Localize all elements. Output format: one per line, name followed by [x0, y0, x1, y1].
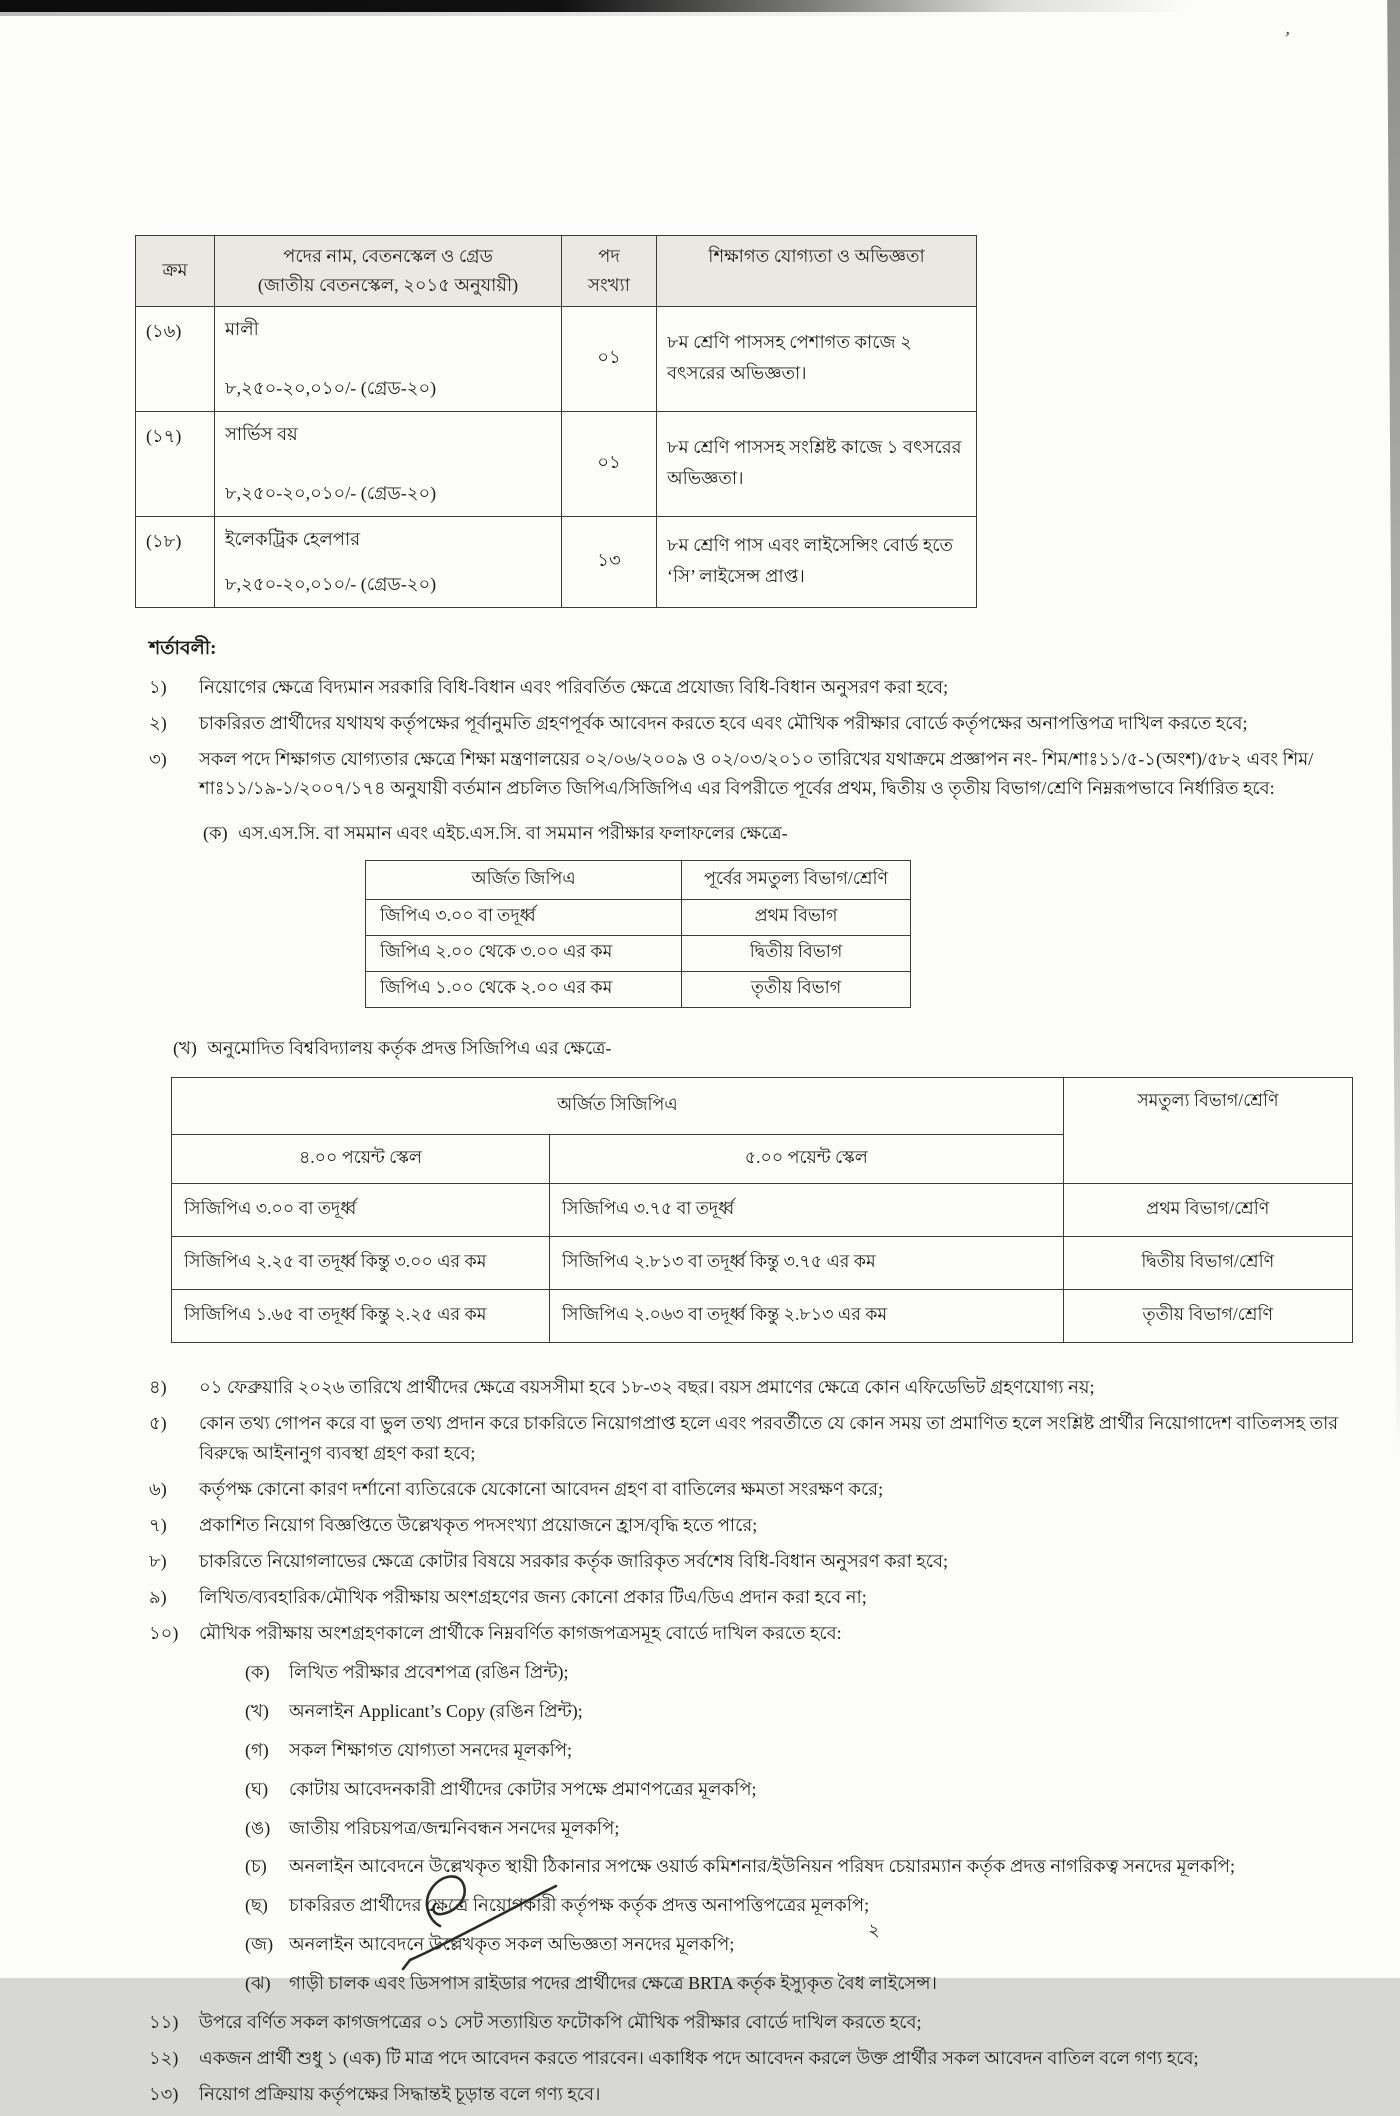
table-row [136, 411, 977, 516]
list-item [149, 2080, 1372, 2109]
list-item [149, 745, 1372, 803]
cgpa-header-scale4: ৪.০০ পয়েন্ট স্কেল [172, 1135, 550, 1184]
row-serial: (১৬) [136, 306, 215, 411]
sub-item-text: জাতীয় পরিচয়পত্র/জন্মনিবন্ধন সনদের মূলকপি; [289, 1817, 620, 1838]
cgpa-header-row-1 [172, 1078, 1353, 1135]
list-item [149, 673, 1372, 702]
header-count-line1: পদ [598, 246, 620, 266]
sub-item-label: (চ) [245, 1856, 267, 1877]
cgpa-scale5-value: সিজিপিএ ৩.৭৫ বা তদূর্ধ্ব [549, 1184, 1063, 1237]
row-qualification: ৮ম শ্রেণি পাসসহ সংশ্লিষ্ট কাজে ১ বৎসরের অভিজ্ঞতা। [657, 411, 977, 516]
list-item [149, 1373, 1372, 1402]
cgpa-header-earned: অর্জিত সিজিপিএ [172, 1078, 1064, 1135]
table-row [172, 1290, 1353, 1343]
clause-text: এস.এস.সি. বা সমমান এবং এইচ.এস.সি. বা সমমান পরীক্ষার ফলাফলের ক্ষেত্রে- [238, 823, 788, 844]
table-row [366, 936, 911, 972]
term-text: কর্তৃপক্ষ কোনো কারণ দর্শানো ব্যতিরেকে যেকোনো আবেদন গ্রহণ বা বাতিলের ক্ষমতা সংরক্ষণ করে; [199, 1478, 884, 1499]
gpa-table [365, 860, 911, 1008]
sub-item-label: (ছ) [245, 1895, 268, 1916]
signature-mark [388, 1856, 618, 1981]
sub-item-text: সকল শিক্ষাগত যোগ্যতা সনদের মূলকপি; [289, 1740, 573, 1761]
gpa-division: তৃতীয় বিভাগ [682, 972, 911, 1008]
gpa-value: জিপিএ ১.০০ থেকে ২.০০ এর কম [366, 972, 682, 1008]
list-item [149, 2008, 1372, 2037]
term-text: নিয়োগের ক্ষেত্রে বিদ্যমান সরকারি বিধি-বিধান এবং পরিবর্তিত ক্ষেত্রে প্রযোজ্য বিধি-বিধান অনুসরণ করা হবে; [199, 676, 949, 697]
clause-text: অনুমোদিত বিশ্ববিদ্যালয় কর্তৃক প্রদত্ত সিজিপিএ এর ক্ষেত্রে- [207, 1038, 612, 1059]
row-post [215, 306, 562, 411]
cgpa-scale5-value: সিজিপিএ ২.০৬৩ বা তদূর্ধ্ব কিন্তু ২.৮১৩ এর কম [549, 1290, 1063, 1343]
cgpa-header-equiv: সমতুল্য বিভাগ/শ্রেণি [1063, 1078, 1352, 1184]
sub-item-label: (খ) [245, 1701, 269, 1722]
sub-item-text: গাড়ী চালক এবং ডিসপাস রাইডার পদের প্রার্থীদের ক্ষেত্রে BRTA কর্তৃক ইস্যুকৃত বৈধ লাইসেন্স। [289, 1972, 937, 1993]
clause-ka [203, 819, 1372, 850]
term-number: ১৩) [149, 2083, 179, 2104]
row-count: ০১ [562, 306, 657, 411]
gpa-division: প্রথম বিভাগ [682, 900, 911, 936]
term-number: ৯) [149, 1587, 167, 1608]
list-item [149, 709, 1372, 738]
header-post-line2: (জাতীয় বেতনস্কেল, ২০১৫ অনুযায়ী) [257, 274, 519, 295]
list-item [149, 2044, 1372, 2073]
gpa-value: জিপিএ ৩.০০ বা তদূর্ধ্ব [366, 900, 682, 936]
scan-edge-right [1384, 0, 1400, 1460]
table-row [136, 306, 977, 411]
header-post-line1: পদের নাম, বেতনস্কেল ও গ্রেড [283, 246, 493, 266]
row-count: ০১ [562, 411, 657, 516]
scan-edge-top [0, 0, 1400, 12]
sub-item-text: অনলাইন আবেদনে উল্লেখকৃত সকল অভিজ্ঞতা সনদের মূলকপি; [289, 1934, 735, 1955]
sub-list-item [245, 1736, 1372, 1765]
term-number: ১০) [149, 1623, 179, 1644]
sub-item-text: কোটায় আবেদনকারী প্রার্থীদের কোটার সপক্ষে প্রমাণপত্রের মূলকপি; [289, 1778, 757, 1799]
post-scale: ৮,২৫০-২০,০১০/- (গ্রেড-২০) [225, 482, 437, 503]
cgpa-scale4-value: সিজিপিএ ১.৬৫ বা তদূর্ধ্ব কিন্তু ২.২৫ এর কম [172, 1290, 550, 1343]
list-item [149, 1547, 1372, 1576]
clause-label: (খ) [173, 1038, 197, 1059]
cgpa-scale4-value: সিজিপিএ ৩.০০ বা তদূর্ধ্ব [172, 1184, 550, 1237]
sub-item-label: (ক) [245, 1662, 270, 1683]
sub-item-label: (ঝ) [245, 1972, 271, 1993]
term-text: একজন প্রার্থী শুধু ১ (এক) টি মাত্র পদে আবেদন করতে পারবেন। একাধিক পদে আবেদন করলে উক্ত প্রার্থীর সকল আবেদন বাতিল বলে গণ্য হবে; [199, 2047, 1199, 2068]
jobs-table [135, 235, 977, 608]
jobs-table-header-row [136, 236, 977, 307]
term-number: ৪) [149, 1377, 167, 1398]
sub-item-label: (জ) [245, 1934, 274, 1955]
term-number: ৩) [149, 748, 167, 769]
page-number: ২ [868, 1920, 880, 1940]
cgpa-table [171, 1077, 1353, 1343]
post-scale: ৮,২৫০-২০,০১০/- (গ্রেড-২০) [225, 377, 437, 398]
term-text: সকল পদে শিক্ষাগত যোগ্যতার ক্ষেত্রে শিক্ষা মন্ত্রণালয়ের ০২/০৬/২০০৯ ও ০২/০৩/২০১০ তারিখের যথাক্রমে প্রজ্ঞাপন নং- শিম/শাঃ১১/৫-১(অংশ)/৫৮২ এবং শিম/শাঃ১১/১৯-১/২০০৭/১৭৪ অনুযায়ী বর্তমান প্রচলিত জিপিএ/সিজিপিএ এর বিপরীতে পূর্বের প্রথম, দ্বিতীয় ও তৃতীয় বিভাগ/শ্রেণি নিম্নরূপভাবে নির্ধারিত হবে: [199, 748, 1314, 799]
gpa-header-earned: অর্জিত জিপিএ [366, 861, 682, 900]
gpa-header-division: পূর্বের সমতুল্য বিভাগ/শ্রেণি [682, 861, 911, 900]
sub-item-text: অনলাইন আবেদনে উল্লেখকৃত স্থায়ী ঠিকানার সপক্ষে ওয়ার্ড কমিশনার/ইউনিয়ন পরিষদ চেয়ারম্যান কর্তৃক প্রদত্ত নাগরিকত্ব সনদের মূলকপি; [289, 1856, 1236, 1877]
gpa-header-row [366, 861, 911, 900]
clause-label: (ক) [203, 823, 228, 844]
terms-heading: শর্তাবলী: [149, 637, 217, 659]
row-count: ১৩ [562, 516, 657, 607]
term-text: প্রকাশিত নিয়োগ বিজ্ঞপ্তিতে উল্লেখকৃত পদসংখ্যা প্রয়োজনে হ্রাস/বৃদ্ধি হতে পারে; [199, 1514, 758, 1535]
row-qualification: ৮ম শ্রেণি পাসসহ পেশাগত কাজে ২ বৎসরের অভিজ্ঞতা। [657, 306, 977, 411]
list-item [149, 1409, 1372, 1467]
term-text: নিয়োগ প্রক্রিয়ায় কর্তৃপক্ষের সিদ্ধান্তই চূড়ান্ত বলে গণ্য হবে। [199, 2083, 601, 2104]
row-qualification: ৮ম শ্রেণি পাস এবং লাইসেন্সিং বোর্ড হতে ‘সি’ লাইসেন্স প্রাপ্ত। [657, 516, 977, 607]
table-row [172, 1237, 1353, 1290]
term-number: ৭) [149, 1514, 167, 1535]
term-text: চাকরিরত প্রার্থীদের যথাযথ কর্তৃপক্ষের পূর্বানুমতি গ্রহণপূর্বক আবেদন করতে হবে এবং মৌখিক পরীক্ষার বোর্ডে কর্তৃপক্ষের অনাপত্তিপত্র দাখিল করতে হবে; [199, 712, 1248, 733]
cgpa-scale4-value: সিজিপিএ ২.২৫ বা তদূর্ধ্ব কিন্তু ৩.০০ এর কম [172, 1237, 550, 1290]
row-serial: (১৭) [136, 411, 215, 516]
post-name: সার্ভিস বয় [225, 423, 298, 444]
sub-list-item [245, 1775, 1372, 1804]
sub-list-item [245, 1814, 1372, 1843]
gpa-value: জিপিএ ২.০০ থেকে ৩.০০ এর কম [366, 936, 682, 972]
list-item [149, 1619, 1372, 1648]
term-text: মৌখিক পরীক্ষায় অংশগ্রহণকালে প্রার্থীকে নিম্নবর্ণিত কাগজপত্রসমূহ বোর্ডে দাখিল করতে হবে: [199, 1623, 842, 1644]
cgpa-equiv-value: প্রথম বিভাগ/শ্রেণি [1063, 1184, 1352, 1237]
term-number: ১১) [149, 2011, 179, 2032]
term-text: লিখিত/ব্যবহারিক/মৌখিক পরীক্ষায় অংশগ্রহণের জন্য কোনো প্রকার টিএ/ডিএ প্রদান করা হবে না; [199, 1587, 867, 1608]
sub-item-label: (ঘ) [245, 1778, 269, 1799]
term-number: ১২) [149, 2047, 179, 2068]
post-name: মালী [225, 318, 259, 339]
post-scale: ৮,২৫০-২০,০১০/- (গ্রেড-২০) [225, 573, 437, 594]
term-text: চাকরিতে নিয়োগলাভের ক্ষেত্রে কোটার বিষয়ে সরকার কর্তৃক জারিকৃত সর্বশেষ বিধি-বিধান অনুসরণ করা হবে; [199, 1551, 948, 1571]
term-number: ৮) [149, 1551, 167, 1571]
row-serial: (১৮) [136, 516, 215, 607]
clause-kha [173, 1034, 1372, 1065]
signature-icon [388, 1856, 618, 1976]
cgpa-equiv-value: দ্বিতীয় বিভাগ/শ্রেণি [1063, 1237, 1352, 1290]
term-text: উপরে বর্ণিত সকল কাগজপত্রের ০১ সেট সত্যায়িত ফটোকপি মৌখিক পরীক্ষার বোর্ডে দাখিল করতে হবে; [199, 2011, 922, 2032]
list-item [149, 1475, 1372, 1504]
header-count-line2: সংখ্যা [588, 274, 630, 295]
term-number: ১) [149, 676, 167, 697]
term-number: ৬) [149, 1478, 167, 1499]
header-serial: ক্রম [136, 236, 215, 307]
sub-item-text: লিখিত পরীক্ষার প্রবেশপত্র (রঙিন প্রিন্ট); [289, 1662, 569, 1683]
cgpa-header-scale5: ৫.০০ পয়েন্ট স্কেল [549, 1135, 1063, 1184]
list-item [149, 1583, 1372, 1612]
table-row [136, 516, 977, 607]
table-row [366, 972, 911, 1008]
sub-list-item [245, 1697, 1372, 1726]
scan-speck-mark: ’ [1280, 27, 1292, 51]
header-qualification: শিক্ষাগত যোগ্যতা ও অভিজ্ঞতা [657, 236, 977, 307]
table-row [366, 900, 911, 936]
sub-list-item [245, 1658, 1372, 1687]
term-text: কোন তথ্য গোপন করে বা ভুল তথ্য প্রদান করে চাকরিতে নিয়োগপ্রাপ্ত হলে এবং পরবর্তীতে যে কোন সময় তা প্রমাণিত হলে সংশ্লিষ্ট প্রার্থীর নিয়োগাদেশ বাতিলসহ তার বিরুদ্ধে আইনানুগ ব্যবস্থা গ্রহণ করা হবে; [199, 1413, 1339, 1463]
header-count [562, 236, 657, 307]
cgpa-equiv-value: তৃতীয় বিভাগ/শ্রেণি [1063, 1290, 1352, 1343]
sub-item-label: (ঙ) [245, 1817, 271, 1838]
post-name: ইলেকট্রিক হেলপার [225, 528, 361, 549]
row-post [215, 411, 562, 516]
scan-edge-top-shadow [0, 12, 980, 16]
sub-item-label: (গ) [245, 1740, 269, 1761]
sub-item-text: চাকরিরত প্রার্থীদের ক্ষেত্রে নিয়োগকারী কর্তৃপক্ষ কর্তৃক প্রদত্ত অনাপত্তিপত্রের মূলকপি; [289, 1895, 870, 1916]
gpa-division: দ্বিতীয় বিভাগ [682, 936, 911, 972]
table-row [172, 1184, 1353, 1237]
cgpa-scale5-value: সিজিপিএ ২.৮১৩ বা তদূর্ধ্ব কিন্তু ৩.৭৫ এর কম [549, 1237, 1063, 1290]
header-post [215, 236, 562, 307]
term-number: ২) [149, 712, 167, 733]
term-number: ৫) [149, 1413, 167, 1434]
list-item [149, 1511, 1372, 1540]
term-text: ০১ ফেব্রুয়ারি ২০২৬ তারিখে প্রার্থীদের ক্ষেত্রে বয়সসীমা হবে ১৮-৩২ বছর। বয়স প্রমাণের ক্ষেত্রে কোন এফিডেভিট গ্রহণযোগ্য নয়; [199, 1377, 1095, 1398]
page-content [135, 235, 1372, 2116]
sub-item-text: অনলাইন Applicant’s Copy (রঙিন প্রিন্ট); [289, 1701, 583, 1722]
row-post [215, 516, 562, 607]
